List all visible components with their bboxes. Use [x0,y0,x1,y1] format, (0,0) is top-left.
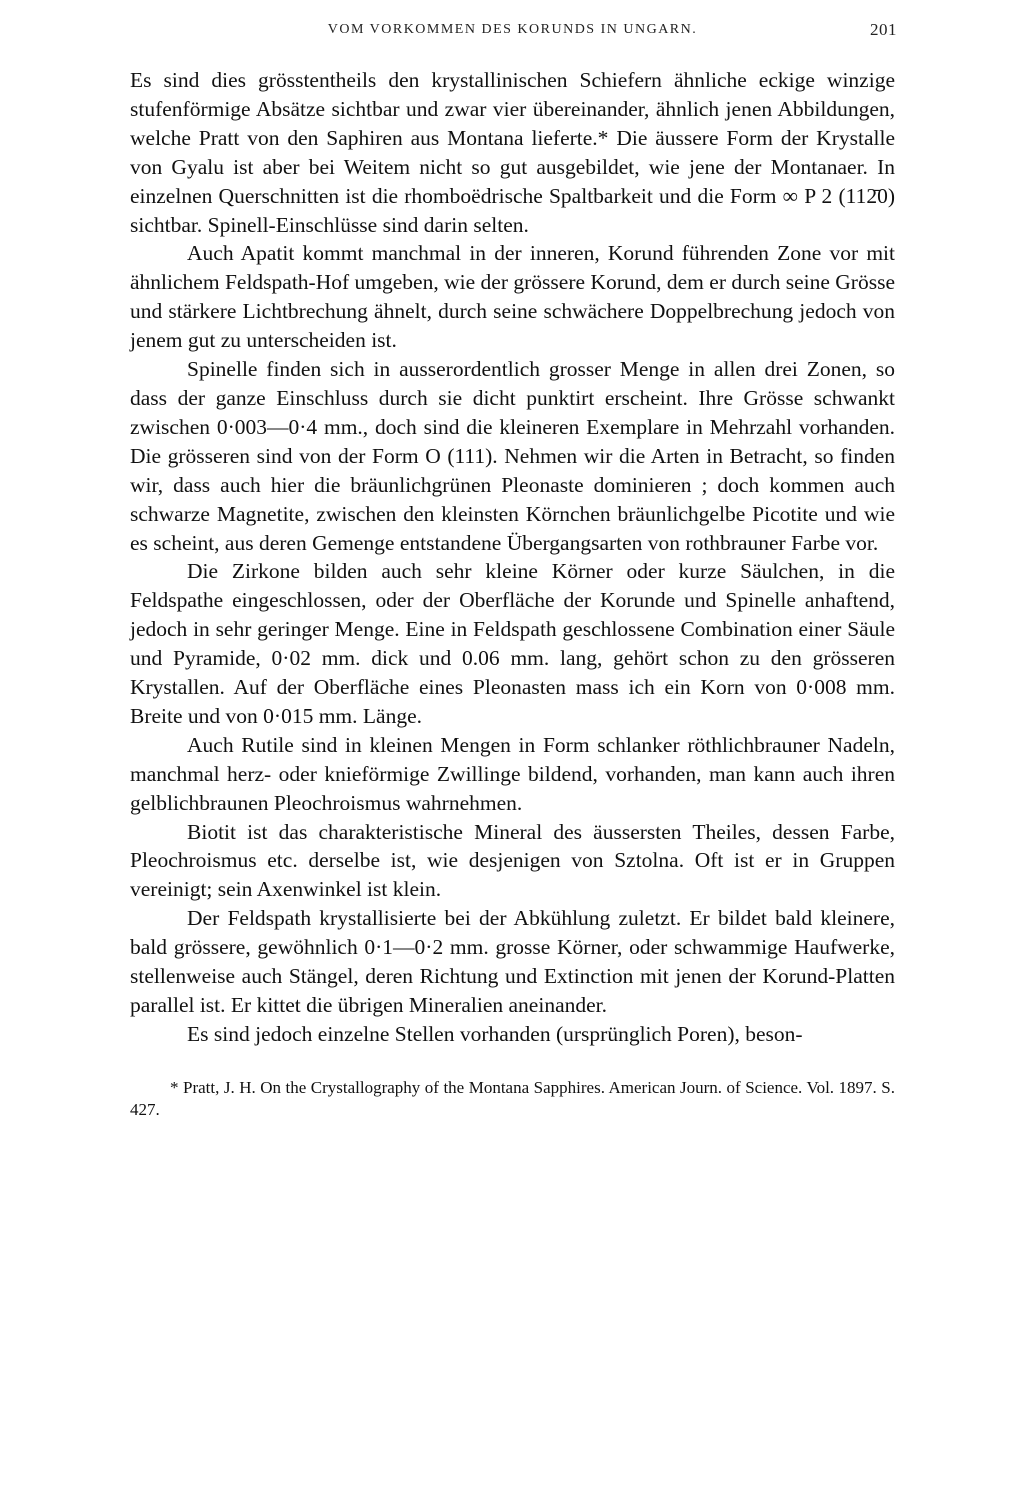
paragraph: Die Zirkone bilden auch sehr kleine Körner oder kurze Säulchen, in die Feldspathe eingeschlossen, oder der Oberfläche der Korunde und Spinelle anhaftend, jedoch in sehr geringer Menge. Eine in Feldspath geschlossene Combination einer Säule und Pyramide, 0·02 mm. dick und 0.06 mm. lang, gehört schon zu den grösseren Krystallen. Auf der Oberfläche eines Pleonasten mass ich ein Korn von 0·008 mm. Breite und von 0·015 mm. Länge. [130,559,895,728]
footnote: * Pratt, J. H. On the Crystallography of the Montana Sapphires. American Journ. of Science. Vol. 1897. S. 427. [130,1077,895,1119]
paragraph: Es sind jedoch einzelne Stellen vorhanden (ursprünglich Poren), beson- [187,1021,803,1046]
body-text [130,66,895,1049]
paragraph: Spinelle finden sich in ausserordentlich grosser Menge in allen drei Zonen, so dass der ganze Einschluss durch sie dicht punktirt erscheint. Ihre Grösse schwankt zwischen 0·003—0·4 mm., doch sind die kleineren Exemplare in Mehrzahl vorhanden. Die grösseren sind von der Form O (111). Nehmen wir die Arten in Betracht, so finden wir, dass auch hier die bräunlichgrünen Pleonaste dominieren ; doch kommen auch schwarze Magnetite, zwischen den kleinsten Körnchen bräunlichgelbe Picotite und wie es scheint, aus deren Gemenge entstandene Übergangsarten von rothbrauner Farbe vor. [130,357,895,555]
running-head [130,20,895,44]
paragraph: Auch Apatit kommt manchmal in der inneren, Korund führenden Zone vor mit ähnlichem Feldspath-Hof umgeben, wie der grössere Korund, dem er durch seine Grösse und stärkere Lichtbrechung ähnelt, durch seine schwächere Doppelbrechung jedoch von jenem gut zu unterscheiden ist. [130,241,895,353]
page [130,20,895,1121]
running-title: VOM VORKOMMEN DES KORUNDS IN UNGARN. [327,22,698,37]
page-number: 201 [870,20,897,39]
paragraph: Auch Rutile sind in kleinen Mengen in Form schlanker röthlichbrauner Nadeln, manchmal herz- oder knieförmige Zwillinge bildend, vorhanden, man kann auch ihren gelblichbraunen Pleochroismus wahrnehmen. [130,732,895,815]
paragraph: Biotit ist das charakteristische Mineral des äussersten Theiles, dessen Farbe, Pleochroismus etc. derselbe ist, wie desjenigen von Sztolna. Oft ist er in Gruppen vereinigt; sein Axenwinkel ist klein. [130,819,895,902]
paragraph: Es sind dies grösstentheils den krystallinischen Schiefern ähnliche eckige winzige stufenförmige Absätze sichtbar und zwar vier übereinander, ähnlich jenen Abbildungen, welche Pratt von den Saphiren aus Montana lieferte.* Die äussere Form der Krystalle von Gyalu ist aber bei Weitem nicht so gut ausgebildet, wie jene der Montanaer. In einzelnen Querschnitten ist die rhomboëdrische Spaltbarkeit und die Form ∞ P 2 (112̄0) sichtbar. Spinell-Einschlüsse sind darin selten. [130,68,895,237]
paragraph: Der Feldspath krystallisierte bei der Abkühlung zuletzt. Er bildet bald kleinere, bald grössere, gewöhnlich 0·1—0·2 mm. grosse Körner, oder schwammige Haufwerke, stellenweise auch Stängel, deren Richtung und Extinction mit jenen der Korund-Platten parallel ist. Er kittet die übrigen Mineralien aneinander. [130,906,895,1017]
